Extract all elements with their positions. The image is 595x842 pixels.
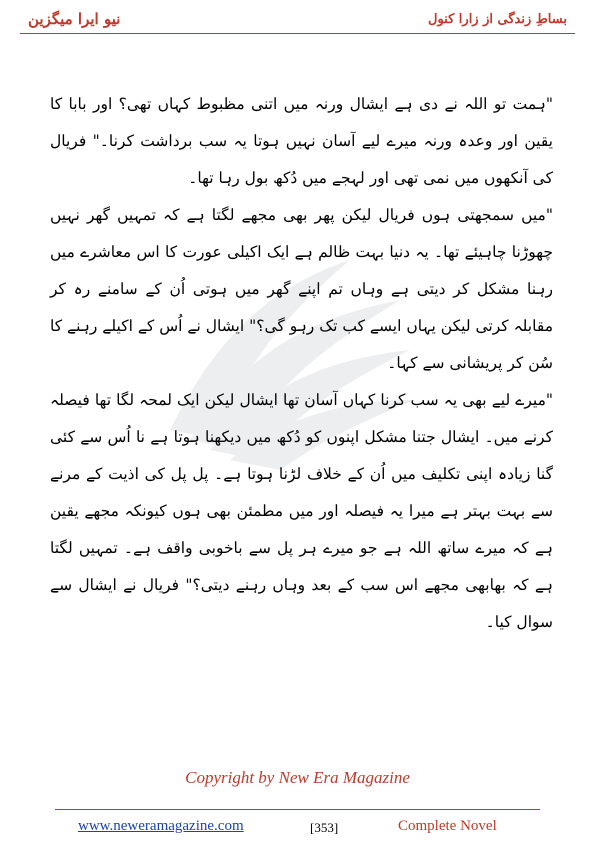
magazine-name: نیو ایرا میگزین (28, 10, 121, 28)
page-number: [353] (310, 820, 339, 835)
website-link[interactable]: www.neweramagazine.com (78, 818, 244, 834)
footer-divider (55, 809, 540, 810)
paragraph: "میرے لیے بھی یہ سب کرنا کہاں آسان تھا ایشال لیکن ایک لمحہ لگا تھا فیصلہ کرنے میں۔ ایشال جتنا مشکل اپنوں کو دُکھ میں دیکھنا ہوتا ہے نا اُس سے کئی گنا زیادہ اپنی تکلیف میں اُن کے خلاف لڑنا ہوتا ہے۔ پل پل کی اذیت کے مرنے سے بہت بہتر ہے میرا یہ فیصلہ اور میں مطمئن بھی ہوں کیونکہ مجھے یقین ہے کہ میرے ساتھ اللہ ہے جو میرے ہر پل سے باخوبی واقف ہے۔ تمہیں لگتا ہے کہ بھابھی مجھے اس سب کے بعد وہاں رہنے دیتی؟" فریال نے ایشال سے سوال کیا۔ (50, 391, 553, 631)
paragraph: "ہمت تو اللہ نے دی ہے ایشال ورنہ میں اتنی مظبوط کہاں تھی؟ اور بابا کا یقین اور وعدہ ورنہ میرے لیے آسان نہیں ہوتا یہ سب برداشت کرنا۔" فریال کی آنکھوں میں نمی تھی اور لہجے میں دُکھ بول رہا تھا۔ (50, 95, 553, 187)
novel-category: Complete Novel (398, 818, 497, 834)
header-divider (20, 33, 575, 34)
article-body (50, 86, 553, 641)
copyright-notice: Copyright by New Era Magazine (185, 768, 410, 787)
novel-title: بساطِ زندگی از زارا کنول (428, 12, 567, 27)
paragraph: "میں سمجھتی ہوں فریال لیکن پھر بھی مجھے لگتا ہے کہ تمہیں گھر نہیں چھوڑنا چاہیئے تھا۔ یہ دنیا بہت ظالم ہے ایک اکیلی عورت کا اس معاشرے میں رہنا مشکل کر دیتی ہے وہاں تم اپنے گھر میں ہوتی اُن کے سامنے رہ کر مقابلہ کرتی لیکن یہاں ایسے کب تک رہو گی؟" ایشال نے اُس کے اکیلے رہنے کا سُن کر پریشانی سے کہا۔ (50, 206, 553, 372)
